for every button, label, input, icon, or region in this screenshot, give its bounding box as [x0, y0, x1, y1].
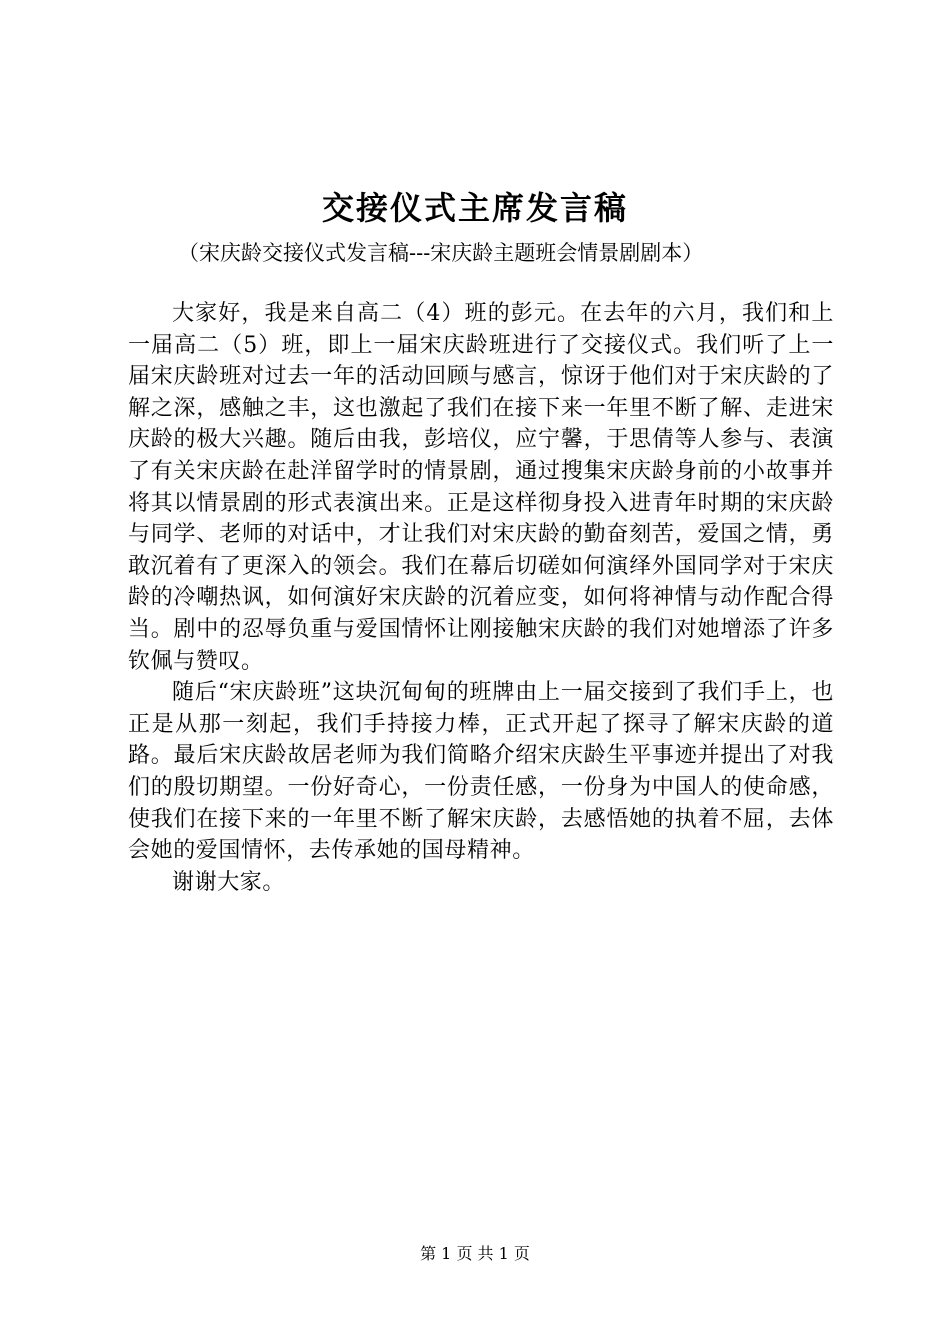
paragraph-2: 随后“宋庆龄班”这块沉甸甸的班牌由上一届交接到了我们手上，也正是从那一刻起，我们手持接力棒，正式开起了探寻了解宋庆龄的道路。最后宋庆龄故居老师为我们简略介绍宋庆龄生平事迹并提出了对我们的殷切期望。一份好奇心，一份责任感，一份身为中国人的使命感，使我们在接下来的一年里不断了解宋庆龄，去感悟她的执着不屈，去体会她的爱国情怀，去传承她的国母精神。	[128, 680, 834, 864]
document-subtitle: （宋庆龄交接仪式发言稿---宋庆龄主题班会情景剧剧本）	[178, 241, 704, 265]
document-body	[128, 298, 834, 898]
document-title: 交接仪式主席发言稿	[321, 189, 628, 227]
page-footer: 第 1 页 共 1 页	[420, 1244, 530, 1263]
paragraph-3: 谢谢大家。	[172, 869, 286, 895]
paragraph-1: 大家好，我是来自高二（4）班的彭元。在去年的六月，我们和上一届高二（5）班，即上一届宋庆龄班进行了交接仪式。我们听了上一届宋庆龄班对过去一年的活动回顾与感言，惊讶于他们对于宋庆龄的了解之深，感触之丰，这也激起了我们在接下来一年里不断了解、走进宋庆龄的极大兴趣。随后由我，彭培仪，应宁馨，于思倩等人参与、表演了有关宋庆龄在赴洋留学时的情景剧，通过搜集宋庆龄身前的小故事并将其以情景剧的形式表演出来。正是这样彻身投入进青年时期的宋庆龄与同学、老师的对话中，才让我们对宋庆龄的勤奋刻苦，爱国之情，勇敢沉着有了更深入的领会。我们在幕后切磋如何演绎外国同学对于宋庆龄的冷嘲热讽，如何演好宋庆龄的沉着应变，如何将神情与动作配合得当。剧中的忍辱负重与爱国情怀让刚接触宋庆龄的我们对她增添了许多钦佩与赞叹。	[128, 301, 834, 674]
